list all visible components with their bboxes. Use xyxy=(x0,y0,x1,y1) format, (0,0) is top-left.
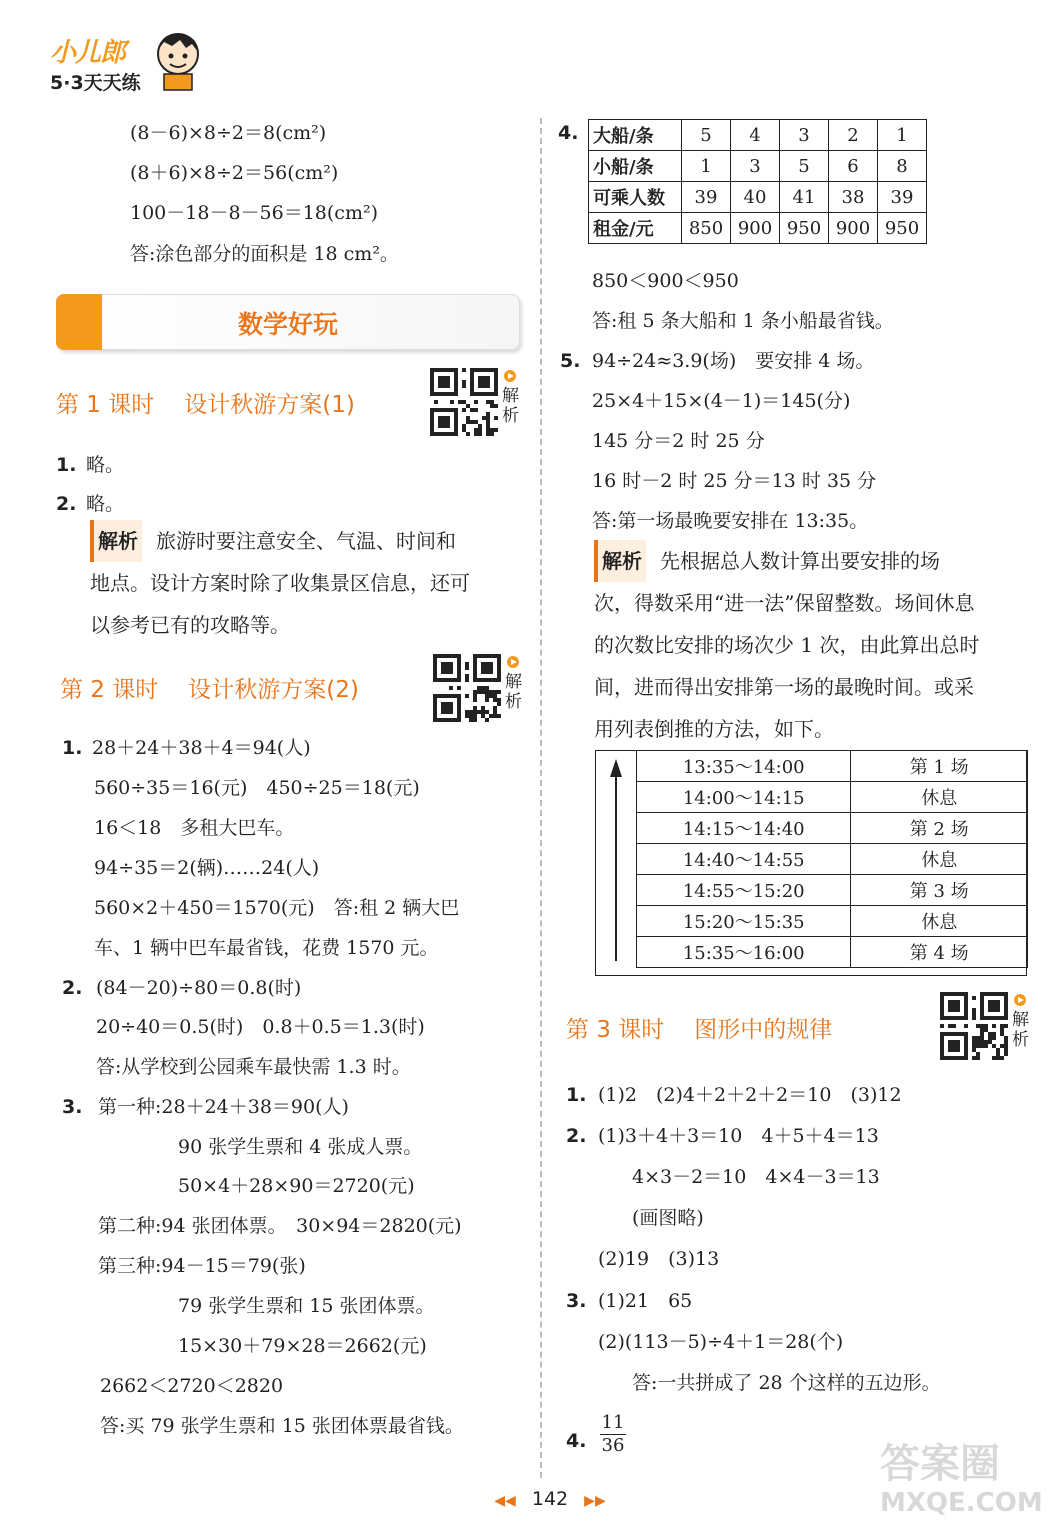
watermark-url: MXQE.COM xyxy=(880,1488,1043,1518)
analysis-text: 的次数比安排的场次少 1 次，由此算出总时 xyxy=(594,633,980,657)
calc-line: 94÷24≈3.9(场) 要安排 4 场。 xyxy=(592,350,875,372)
calc-line: 4×3－2＝10 4×4－3＝13 xyxy=(632,1166,880,1188)
activity-cell: 休息 xyxy=(851,906,1028,937)
table-cell: 39 xyxy=(878,182,927,213)
activity-cell: 第 3 场 xyxy=(851,875,1028,906)
mascot-icon xyxy=(152,30,204,92)
table-cell: 3 xyxy=(731,151,780,182)
row-header: 大船/条 xyxy=(589,120,682,151)
table-cell: 3 xyxy=(780,120,829,151)
item-text: 略。 xyxy=(86,454,125,476)
calc-line: (84－20)÷80＝0.8(时) xyxy=(96,977,302,999)
watermark-title: 答案圈 xyxy=(880,1441,1000,1487)
calc-line: 车、1 辆中巴车最省钱，花费 1570 元。 xyxy=(94,937,439,959)
analysis-text: 旅游时要注意安全、气温、时间和 xyxy=(156,529,456,553)
analysis-text: 先根据总人数计算出要安排的场 xyxy=(660,549,940,573)
schedule-table xyxy=(636,750,1028,968)
analysis-tag: 解析 xyxy=(90,520,142,562)
table-cell: 900 xyxy=(731,213,780,244)
analysis-text: 次，得数采用“进一法”保留整数。场间休息 xyxy=(594,591,975,615)
row-header: 可乘人数 xyxy=(589,182,682,213)
qr-code[interactable] xyxy=(940,992,1032,1062)
lesson-number: 第 2 课时 xyxy=(60,677,159,703)
item-number: 4. xyxy=(566,1430,587,1452)
calc-line: 90 张学生票和 4 张成人票。 xyxy=(178,1136,423,1158)
page-footer xyxy=(470,1488,630,1514)
activity-cell: 休息 xyxy=(851,844,1028,875)
lesson-number: 第 1 课时 xyxy=(56,392,155,418)
qr-code-icon xyxy=(940,992,1008,1060)
time-cell: 14:55～15:20 xyxy=(637,875,851,906)
item-number: 3. xyxy=(62,1096,83,1118)
watermark xyxy=(880,1440,1050,1530)
qr-code-icon xyxy=(433,654,501,722)
qr-label: 解析 xyxy=(502,386,519,426)
calc-line: (2)19 (3)13 xyxy=(598,1248,720,1270)
lesson-title: 设计秋游方案(1) xyxy=(184,392,355,418)
answer-line: 答:买 79 张学生票和 15 张团体票最省钱。 xyxy=(100,1415,464,1437)
table-cell: 5 xyxy=(682,120,731,151)
analysis-text: 用列表倒推的方法，如下。 xyxy=(594,717,834,741)
table-cell: 41 xyxy=(780,182,829,213)
lesson-title: 设计秋游方案(2) xyxy=(188,677,359,703)
prev-page-icon[interactable]: ◀◀ xyxy=(494,1493,516,1509)
next-page-icon[interactable]: ▶▶ xyxy=(584,1493,606,1509)
qr-label: 解析 xyxy=(1012,1010,1029,1050)
answer-line: 答:涂色部分的面积是 18 cm²。 xyxy=(130,243,399,265)
time-cell: 15:35～16:00 xyxy=(637,937,851,968)
calc-line: 850＜900＜950 xyxy=(592,270,739,292)
fraction-numerator: 11 xyxy=(601,1412,625,1433)
analysis-text: 地点。设计方案时除了收集景区信息，还可 xyxy=(90,571,470,595)
row-header: 小船/条 xyxy=(589,151,682,182)
time-cell: 14:00～14:15 xyxy=(637,782,851,813)
calc-line: (1)3＋4＋3＝10 4＋5＋4＝13 xyxy=(598,1125,879,1147)
analysis-block xyxy=(594,540,1032,750)
calc-line: 第三种:94－15＝79(张) xyxy=(98,1255,306,1277)
schedule-row xyxy=(637,906,1028,937)
table-row xyxy=(589,120,927,151)
calc-line: (8＋6)×8÷2＝56(cm²) xyxy=(130,162,339,184)
calc-line: 560÷35＝16(元) 450÷25＝18(元) xyxy=(94,777,420,799)
play-icon xyxy=(1014,994,1026,1006)
boat-table xyxy=(588,119,927,244)
fraction-denominator: 36 xyxy=(601,1435,625,1456)
answer-line: 答:从学校到公园乘车最快需 1.3 时。 xyxy=(96,1056,411,1078)
lesson-3-heading xyxy=(566,1011,832,1044)
calc-line: 79 张学生票和 15 张团体票。 xyxy=(178,1295,435,1317)
activity-cell: 休息 xyxy=(851,782,1028,813)
schedule-table-wrap xyxy=(595,750,1027,976)
table-row xyxy=(589,213,927,244)
table-cell: 850 xyxy=(682,213,731,244)
schedule-row xyxy=(637,782,1028,813)
time-cell: 14:15～14:40 xyxy=(637,813,851,844)
table-cell: 5 xyxy=(780,151,829,182)
item-number: 1. xyxy=(56,454,77,476)
qr-code[interactable] xyxy=(430,368,522,438)
time-cell: 14:40～14:55 xyxy=(637,844,851,875)
fraction xyxy=(600,1412,626,1457)
table-cell: 950 xyxy=(878,213,927,244)
lesson-title: 图形中的规律 xyxy=(694,1017,833,1043)
calc-line: 2662＜2720＜2820 xyxy=(100,1375,284,1397)
calc-line: (8－6)×8÷2＝8(cm²) xyxy=(130,122,327,144)
schedule-row xyxy=(637,751,1028,782)
table-row xyxy=(589,151,927,182)
calc-line: 15×30＋79×28＝2662(元) xyxy=(178,1335,427,1357)
item-number: 2. xyxy=(566,1125,587,1147)
calc-line: 16 时－2 时 25 分＝13 时 35 分 xyxy=(592,470,877,492)
item-number: 4. xyxy=(558,122,579,144)
table-cell: 6 xyxy=(829,151,878,182)
calc-line: (画图略) xyxy=(632,1207,704,1229)
table-cell: 38 xyxy=(829,182,878,213)
calc-line: 50×4＋28×90＝2720(元) xyxy=(178,1175,415,1197)
banner-title: 数学好玩 xyxy=(237,310,338,339)
up-arrow-icon xyxy=(596,751,636,973)
analysis-block xyxy=(90,520,522,646)
lesson-2-heading xyxy=(60,671,359,704)
table-cell: 1 xyxy=(878,120,927,151)
logo-text: 小儿郎 xyxy=(50,38,126,68)
item-number: 2. xyxy=(62,977,83,999)
item-text: 略。 xyxy=(86,493,125,515)
activity-cell: 第 2 场 xyxy=(851,813,1028,844)
item-number: 3. xyxy=(566,1290,587,1312)
table-cell: 950 xyxy=(780,213,829,244)
calc-line: (1)21 65 xyxy=(598,1290,693,1312)
calc-line: (1)2 (2)4＋2＋2＋2＝10 (3)12 xyxy=(598,1084,902,1106)
table-cell: 39 xyxy=(682,182,731,213)
answer-line: 答:一共拼成了 28 个这样的五边形。 xyxy=(632,1372,941,1394)
calc-line: 94÷35＝2(辆)……24(人) xyxy=(94,857,320,879)
schedule-row xyxy=(637,813,1028,844)
logo xyxy=(44,30,204,100)
table-cell: 8 xyxy=(878,151,927,182)
row-header: 租金/元 xyxy=(589,213,682,244)
play-icon xyxy=(504,370,516,382)
item-number: 1. xyxy=(62,737,83,759)
qr-code[interactable] xyxy=(433,654,525,724)
table-cell: 1 xyxy=(682,151,731,182)
calc-line: 145 分＝2 时 25 分 xyxy=(592,430,765,452)
lesson-1-heading xyxy=(56,386,355,419)
item-number: 2. xyxy=(56,493,77,515)
time-cell: 15:20～15:35 xyxy=(637,906,851,937)
schedule-row xyxy=(637,875,1028,906)
answer-line: 答:第一场最晚要安排在 13:35。 xyxy=(592,510,869,532)
answer-line: 答:租 5 条大船和 1 条小船最省钱。 xyxy=(592,310,894,332)
table-row xyxy=(589,182,927,213)
table-cell: 4 xyxy=(731,120,780,151)
play-icon xyxy=(507,656,519,668)
time-cell: 13:35～14:00 xyxy=(637,751,851,782)
calc-line: 100－18－8－56＝18(cm²) xyxy=(130,202,378,224)
lesson-number: 第 3 课时 xyxy=(566,1017,665,1043)
analysis-text: 间，进而得出安排第一场的最晚时间。或采 xyxy=(594,675,974,699)
qr-code-icon xyxy=(430,368,498,436)
calc-line: 25×4＋15×(4－1)＝145(分) xyxy=(592,390,851,412)
table-cell: 40 xyxy=(731,182,780,213)
calc-line: 16＜18 多租大巴车。 xyxy=(94,817,295,839)
calc-line: 560×2＋450＝1570(元) 答:租 2 辆大巴 xyxy=(94,897,460,919)
calc-line: (2)(113－5)÷4＋1＝28(个) xyxy=(598,1331,844,1353)
item-number: 1. xyxy=(566,1084,587,1106)
calc-line: 28＋24＋38＋4＝94(人) xyxy=(92,737,311,759)
activity-cell: 第 1 场 xyxy=(851,751,1028,782)
item-number: 5. xyxy=(560,350,581,372)
qr-label: 解析 xyxy=(505,672,522,712)
analysis-text: 以参考已有的攻略等。 xyxy=(90,613,290,637)
analysis-tag: 解析 xyxy=(594,540,646,582)
section-banner xyxy=(56,294,520,350)
page-number: 142 xyxy=(531,1488,569,1510)
calc-line: 第二种:94 张团体票。 30×94＝2820(元) xyxy=(98,1215,462,1237)
series-text: 5·3天天练 xyxy=(50,72,141,94)
calc-line: 第一种:28＋24＋38＝90(人) xyxy=(98,1096,349,1118)
schedule-row xyxy=(637,937,1028,968)
activity-cell: 第 4 场 xyxy=(851,937,1028,968)
schedule-row xyxy=(637,844,1028,875)
table-cell: 2 xyxy=(829,120,878,151)
table-cell: 900 xyxy=(829,213,878,244)
column-divider xyxy=(540,118,542,1478)
calc-line: 20÷40＝0.5(时) 0.8＋0.5＝1.3(时) xyxy=(96,1016,425,1038)
